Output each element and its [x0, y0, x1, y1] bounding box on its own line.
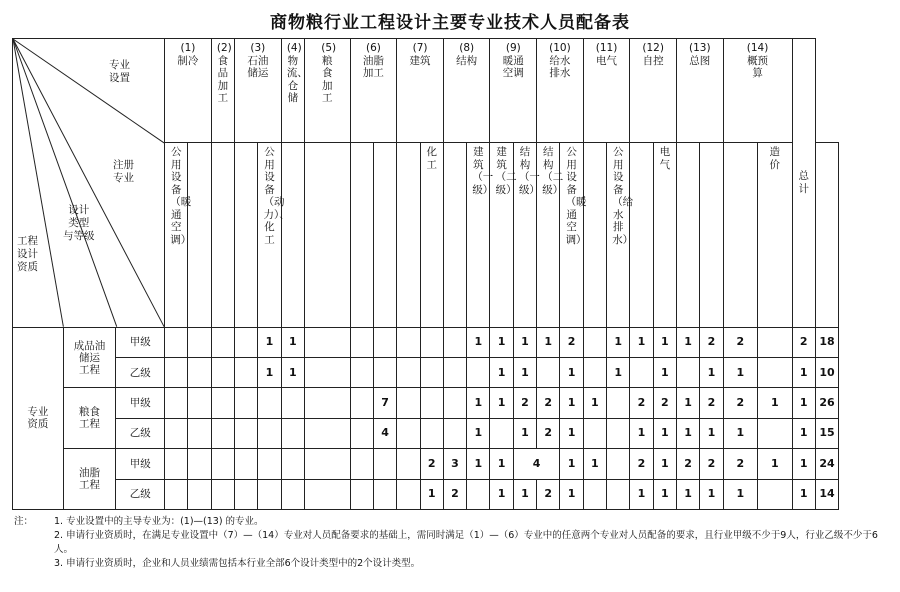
note-3: [14, 557, 884, 571]
value-cell: [211, 418, 234, 448]
value-cell: [607, 388, 630, 418]
value-cell: 2: [723, 449, 757, 479]
value-cell: 1: [792, 449, 815, 479]
value-cell: 4: [373, 418, 396, 448]
value-cell: [373, 479, 396, 509]
major-label: (8) 结构: [456, 42, 478, 67]
value-cell: 1: [513, 479, 536, 509]
value-cell: 1: [560, 479, 583, 509]
major-header: [537, 39, 584, 143]
value-cell: [373, 358, 396, 388]
value-cell: [304, 479, 350, 509]
value-cell: [165, 418, 188, 448]
value-cell: [350, 449, 373, 479]
registered-major: [676, 143, 699, 327]
value-cell: 1: [676, 418, 699, 448]
table-row: [13, 449, 880, 479]
value-cell: [397, 479, 420, 509]
corner-header: [13, 39, 165, 328]
value-cell: [304, 449, 350, 479]
value-cell: 2: [676, 449, 699, 479]
registered-major: [350, 143, 373, 327]
value-cell: 1: [792, 479, 815, 509]
major-label: (9) 暖通空调: [502, 42, 524, 79]
value-cell: [188, 358, 211, 388]
value-cell: [165, 479, 188, 509]
value-cell: [235, 418, 258, 448]
value-cell: 2: [723, 388, 757, 418]
value-cell: [350, 418, 373, 448]
value-cell: [758, 418, 792, 448]
value-cell: [188, 418, 211, 448]
value-cell: 1: [281, 358, 304, 388]
value-cell: [165, 388, 188, 418]
value-cell: [397, 418, 420, 448]
value-cell: [467, 358, 490, 388]
value-cell: 2: [537, 388, 560, 418]
grade-cell: 甲级: [116, 388, 165, 418]
value-cell: 2: [630, 449, 653, 479]
note-2: [14, 529, 884, 557]
value-cell: 1: [653, 358, 676, 388]
value-cell: [165, 358, 188, 388]
value-cell: 1: [630, 327, 653, 357]
value-cell: 1: [723, 479, 757, 509]
value-cell: 1: [630, 479, 653, 509]
registered-label: 建筑（一级）: [472, 146, 494, 196]
registered-major: [815, 143, 838, 327]
value-cell: [420, 418, 443, 448]
value-cell: [583, 327, 606, 357]
registered-label: 建筑（二级）: [495, 146, 517, 196]
value-cell: 2: [700, 388, 723, 418]
value-cell: 1: [560, 358, 583, 388]
registered-label: 公用设备（暖通空调）: [170, 146, 192, 246]
value-cell: 2: [792, 327, 815, 357]
major-header: [304, 39, 350, 143]
grade-cell: 甲级: [116, 327, 165, 357]
registered-major: [258, 143, 290, 327]
value-cell: [397, 358, 420, 388]
major-label: (13) 总图: [689, 42, 711, 67]
registered-label: 化工: [426, 146, 437, 171]
value-cell: [467, 479, 490, 509]
value-cell: 1: [281, 327, 304, 357]
value-cell: [188, 479, 211, 509]
value-cell: 1: [537, 327, 560, 357]
value-cell: 1: [792, 418, 815, 448]
major-label: (12) 自控: [642, 42, 664, 67]
value-cell: [607, 479, 630, 509]
value-cell: [443, 418, 466, 448]
value-cell: 2: [630, 388, 653, 418]
value-cell: 2: [700, 449, 723, 479]
value-cell: [211, 358, 234, 388]
value-cell: 1: [758, 388, 792, 418]
major-header: [235, 39, 282, 143]
value-cell: 1: [676, 327, 699, 357]
value-cell: [165, 327, 188, 357]
value-cell: [350, 479, 373, 509]
total-cell: 24: [815, 449, 838, 479]
value-cell: [583, 418, 606, 448]
value-cell: 1: [700, 358, 723, 388]
table-row: [13, 479, 880, 509]
value-cell: 2: [700, 327, 723, 357]
grade-cell: 乙级: [116, 479, 165, 509]
value-cell: 2: [723, 327, 757, 357]
page-title: 商物粮行业工程设计主要专业技术人员配备表: [270, 13, 630, 33]
value-cell: 1: [653, 479, 676, 509]
value-cell: 1: [758, 449, 792, 479]
value-cell: 1: [560, 418, 583, 448]
registered-major: [537, 143, 564, 327]
value-cell: [420, 358, 443, 388]
value-cell: 1: [792, 388, 815, 418]
registered-major: [630, 143, 653, 327]
value-cell: 1: [700, 418, 723, 448]
major-header-row: [13, 39, 880, 143]
value-cell: [758, 327, 792, 357]
value-cell: 1: [490, 479, 513, 509]
value-cell: 1: [653, 327, 676, 357]
value-cell: 2: [537, 479, 560, 509]
value-cell: [758, 479, 792, 509]
major-label: (11) 电气: [595, 42, 618, 67]
value-cell: [443, 358, 466, 388]
registered-label: 公用设备（给水排水）: [612, 146, 634, 246]
value-cell: [537, 358, 560, 388]
major-label: (2) 食品加工: [216, 42, 232, 104]
table-row: [13, 358, 880, 388]
major-label: (1) 制冷: [177, 42, 199, 67]
registered-major: [373, 143, 396, 327]
value-cell: [304, 388, 350, 418]
value-cell: [165, 449, 188, 479]
design-type-cell: 粮食 工程: [63, 388, 116, 449]
note-text: 3. 申请行业资质时，企业和人员业绩需包括本行业全部6个设计类型中的2个设计类型。: [54, 558, 421, 569]
value-cell: [188, 327, 211, 357]
value-cell: 1: [653, 449, 676, 479]
total-cell: 18: [815, 327, 838, 357]
value-cell: [235, 449, 258, 479]
major-header: [676, 39, 723, 143]
registered-major: [165, 143, 192, 327]
corner-design-type-label: 设计 类型 与等级: [63, 204, 95, 242]
major-label: (4) 物流、仓储: [286, 42, 308, 104]
value-cell: 1: [490, 388, 513, 418]
value-cell: 1: [513, 418, 536, 448]
value-cell: 1: [513, 327, 536, 357]
value-cell: 1: [630, 418, 653, 448]
value-cell: [583, 358, 606, 388]
total-cell: 26: [815, 388, 838, 418]
table-row: [13, 327, 880, 357]
value-cell: [350, 327, 373, 357]
value-cell: [235, 358, 258, 388]
total-cell: 14: [815, 479, 838, 509]
registered-label: 公用设备（动力）、化工: [263, 146, 290, 246]
registered-major: [304, 143, 350, 327]
registered-major: [700, 143, 723, 327]
registered-major: [188, 143, 211, 327]
registered-major: [583, 143, 606, 327]
value-cell: [420, 327, 443, 357]
value-cell: 1: [583, 388, 606, 418]
value-cell: [350, 358, 373, 388]
registered-label: 公用设备（暖通空调）: [565, 146, 587, 246]
value-cell: 1: [467, 449, 490, 479]
value-cell: [397, 449, 420, 479]
major-label: (14) 概预算: [746, 42, 769, 79]
value-cell: [350, 388, 373, 418]
major-header: [443, 39, 490, 143]
total-label: 总计: [798, 170, 809, 195]
major-label: (5) 粮食加工: [321, 42, 337, 104]
value-cell: 4: [513, 449, 560, 479]
corner-qualification-label: 工程 设计 资质: [17, 235, 38, 273]
value-cell: 1: [700, 479, 723, 509]
value-cell: [607, 418, 630, 448]
value-cell: [281, 449, 304, 479]
value-cell: 1: [607, 327, 630, 357]
total-cell: 15: [815, 418, 838, 448]
value-cell: [235, 327, 258, 357]
value-cell: 1: [490, 327, 513, 357]
registered-major: [607, 143, 634, 327]
notes-label: 注：: [14, 516, 34, 527]
value-cell: 1: [560, 449, 583, 479]
total-header: [792, 39, 815, 328]
value-cell: [397, 327, 420, 357]
major-label: (6) 油脂加工: [362, 42, 384, 79]
value-cell: 2: [513, 388, 536, 418]
value-cell: [281, 418, 304, 448]
major-header: [630, 39, 677, 143]
registered-major: [281, 143, 304, 327]
value-cell: 1: [513, 358, 536, 388]
major-header: [723, 39, 792, 143]
value-cell: [281, 388, 304, 418]
corner-major-label: 专业 设置: [109, 59, 130, 84]
value-cell: [583, 479, 606, 509]
value-cell: 1: [792, 358, 815, 388]
value-cell: 1: [467, 388, 490, 418]
value-cell: 1: [653, 418, 676, 448]
registered-major: [443, 143, 466, 327]
corner-diagonal-line: [13, 39, 63, 327]
value-cell: [373, 449, 396, 479]
major-header: [583, 39, 630, 143]
registered-label: 结构（二级）: [542, 146, 564, 196]
registered-major: [653, 143, 676, 327]
value-cell: [304, 327, 350, 357]
value-cell: [258, 449, 281, 479]
major-header: [490, 39, 537, 143]
grade-cell: 甲级: [116, 449, 165, 479]
value-cell: 1: [258, 327, 281, 357]
value-cell: 7: [373, 388, 396, 418]
major-label: (10) 给水排水: [549, 42, 571, 79]
value-cell: 1: [490, 358, 513, 388]
value-cell: [443, 327, 466, 357]
major-label: (7) 建筑: [409, 42, 431, 67]
corner-registered-label: 注册 专业: [113, 159, 134, 184]
value-cell: 1: [607, 358, 630, 388]
registered-label: 电气: [659, 146, 671, 171]
value-cell: [443, 388, 466, 418]
value-cell: [235, 388, 258, 418]
grade-cell: 乙级: [116, 358, 165, 388]
grade-cell: 乙级: [116, 418, 165, 448]
value-cell: [304, 418, 350, 448]
value-cell: 3: [443, 449, 466, 479]
value-cell: [281, 479, 304, 509]
design-type-cell: 油脂 工程: [63, 449, 116, 510]
note-text: 2. 申请行业资质时，在满足专业设置中（7）—（14）专业对人员配备要求的基础上，需同时满足（1）—（6）专业中的任意两个专业对人员配备的要求，且行业甲级不少于9人，行业乙级不少于6人。: [54, 530, 878, 555]
value-cell: 2: [653, 388, 676, 418]
registered-major: [397, 143, 420, 327]
value-cell: 1: [723, 358, 757, 388]
value-cell: 1: [420, 479, 443, 509]
value-cell: [676, 358, 699, 388]
registered-major: [560, 143, 587, 327]
value-cell: [211, 327, 234, 357]
value-cell: [188, 388, 211, 418]
value-cell: [211, 449, 234, 479]
note-text: 1. 专业设置中的主导专业为：(1)—(13) 的专业。: [54, 516, 264, 527]
corner-diagonals: [13, 39, 164, 327]
qualification-cell: 专业 资质: [13, 327, 64, 509]
major-header: [211, 39, 234, 143]
value-cell: 2: [560, 327, 583, 357]
total-cell: 10: [815, 358, 838, 388]
value-cell: 1: [467, 327, 490, 357]
registered-major: [211, 143, 234, 327]
value-cell: 1: [583, 449, 606, 479]
corner-diagonal-line: [13, 39, 164, 143]
corner-diagonal-line: [13, 39, 164, 327]
value-cell: [420, 388, 443, 418]
major-header: [281, 39, 308, 143]
value-cell: 2: [443, 479, 466, 509]
staffing-table: [12, 38, 880, 510]
value-cell: [304, 358, 350, 388]
value-cell: [235, 479, 258, 509]
registered-major: [758, 143, 792, 327]
value-cell: 2: [537, 418, 560, 448]
value-cell: [258, 388, 281, 418]
major-header: [350, 39, 397, 143]
value-cell: [188, 449, 211, 479]
table-row: [13, 388, 880, 418]
value-cell: [490, 418, 513, 448]
major-label: (3) 石油储运: [247, 42, 269, 79]
value-cell: [258, 479, 281, 509]
registered-label: 造价: [769, 146, 781, 171]
value-cell: 1: [258, 358, 281, 388]
value-cell: 1: [490, 449, 513, 479]
registered-major: [490, 143, 517, 327]
value-cell: [630, 358, 653, 388]
registered-major: [723, 143, 757, 327]
value-cell: 1: [676, 388, 699, 418]
major-header: [397, 39, 444, 143]
value-cell: [211, 479, 234, 509]
value-cell: 1: [723, 418, 757, 448]
design-type-cell: 成品油 储运 工程: [63, 327, 116, 388]
value-cell: [397, 388, 420, 418]
registered-label: 结构（一级）: [518, 146, 540, 196]
value-cell: [211, 388, 234, 418]
registered-major: [235, 143, 258, 327]
registered-major: [420, 143, 443, 327]
value-cell: 1: [467, 418, 490, 448]
corner-diagonal-line: [13, 39, 117, 327]
value-cell: [258, 418, 281, 448]
value-cell: [373, 327, 396, 357]
value-cell: 1: [560, 388, 583, 418]
table-row: [13, 418, 880, 448]
value-cell: 1: [676, 479, 699, 509]
value-cell: [607, 449, 630, 479]
major-header: [165, 39, 212, 143]
value-cell: 2: [420, 449, 443, 479]
registered-major: [467, 143, 494, 327]
note-1: [14, 515, 884, 529]
value-cell: [758, 358, 792, 388]
notes: [14, 515, 884, 571]
